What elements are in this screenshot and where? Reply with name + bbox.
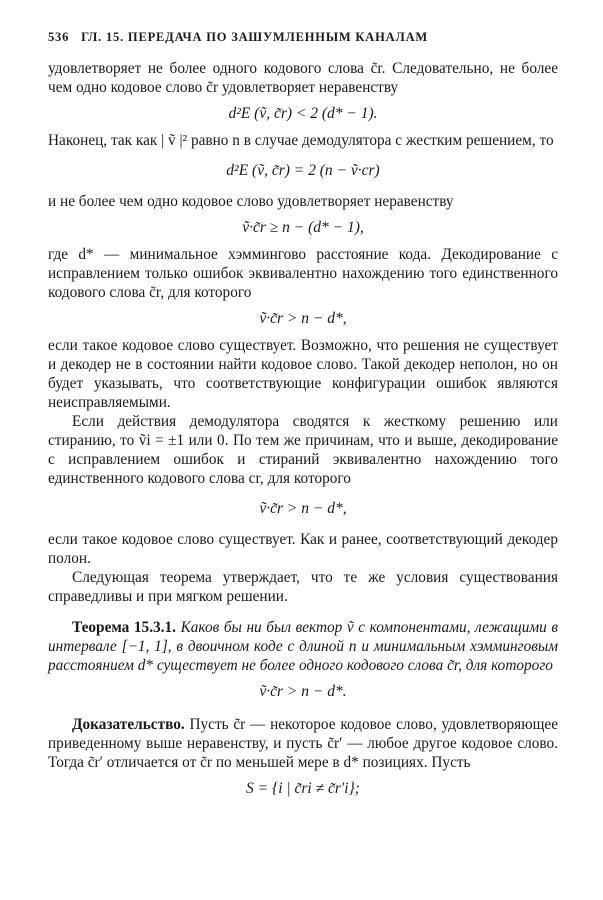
running-title: ГЛ. 15. ПЕРЕДАЧА ПО ЗАШУМЛЕННЫМ КАНАЛАМ: [81, 30, 428, 44]
page-number: 536: [48, 30, 70, 44]
paragraph-6: Если действия демодулятора сводятся к жесткому решению или стиранию, то ṽi = ±1 или 0. По тем же причинам, что и выше, декодирование с исправлением ошибок и стираний эквивалентно нахождению того единственного кодового слова cr, для которого: [48, 413, 558, 487]
paragraph-2: Наконец, так как | ṽ |² равно n в случае демодулятора с жестким решением, то: [48, 132, 554, 149]
paragraph-3: и не более чем одно кодовое слово удовлетворяет неравенству: [48, 193, 454, 210]
proof-text: Пусть c̃r — некоторое кодовое слово, удовлетворяющее приведенному выше неравенству, и пусть c̃r′ — любое другое кодовое слово. Тогда c̃r′ отличается от c̃r по меньшей мере в d* позициях. Пусть: [48, 716, 559, 771]
paragraph-5: если такое кодовое слово существует. Возможно, что решения не существует и декодер не в состоянии найти кодовое слово. Такой декодер неполон, но он будет указывать, что соответствующие конфигурации ошибок являются неисправляемыми.: [48, 337, 558, 411]
proof-title: Доказательство.: [72, 716, 185, 733]
equation-3: ṽ·c̃r ≥ n − (d* − 1),: [242, 219, 364, 236]
equation-4: ṽ·c̃r > n − d*,: [259, 310, 347, 327]
book-page: [48, 30, 558, 800]
paragraph-1: удовлетворяет не более одного кодового слова c̃r. Следовательно, не более чем одно кодовое слово c̃r удовлетворяет неравенству: [48, 60, 558, 96]
paragraph-8: Следующая теорема утверждает, что те же условия существования справедливы и при мягком решении.: [48, 569, 558, 605]
equation-6: ṽ·c̃r > n − d*.: [259, 683, 347, 700]
theorem: [48, 618, 558, 675]
paragraph-7: если такое кодовое слово существует. Как и ранее, соответствующий декодер полон.: [48, 531, 558, 567]
equation-5: ṽ·c̃r > n − d*,: [259, 500, 347, 517]
equation-2: d²E (ṽ, c̃r) = 2 (n − ṽ·cr): [226, 162, 380, 179]
theorem-text: Каков бы ни был вектор ṽ с компонентами, лежащими в интервале [−1, 1], в двоичном коде с длиной n и минимальным хэмминговым расстоянием d* существует не более одного кодового слова c̃r, для которого: [48, 619, 558, 674]
equation-1: d²E (ṽ, c̃r) < 2 (d* − 1).: [228, 105, 378, 122]
proof: [48, 715, 558, 772]
equation-7: S = {i | c̃ri ≠ c̃r′i};: [246, 780, 360, 797]
running-header: [48, 30, 558, 45]
paragraph-4: где d* — минимальное хэммингово расстояние кода. Декодирование с исправлением только ошибок эквивалентно нахождению того единственного кодового слова c̃r, для которого: [48, 246, 558, 301]
theorem-title: Теорема 15.3.1.: [72, 619, 176, 636]
